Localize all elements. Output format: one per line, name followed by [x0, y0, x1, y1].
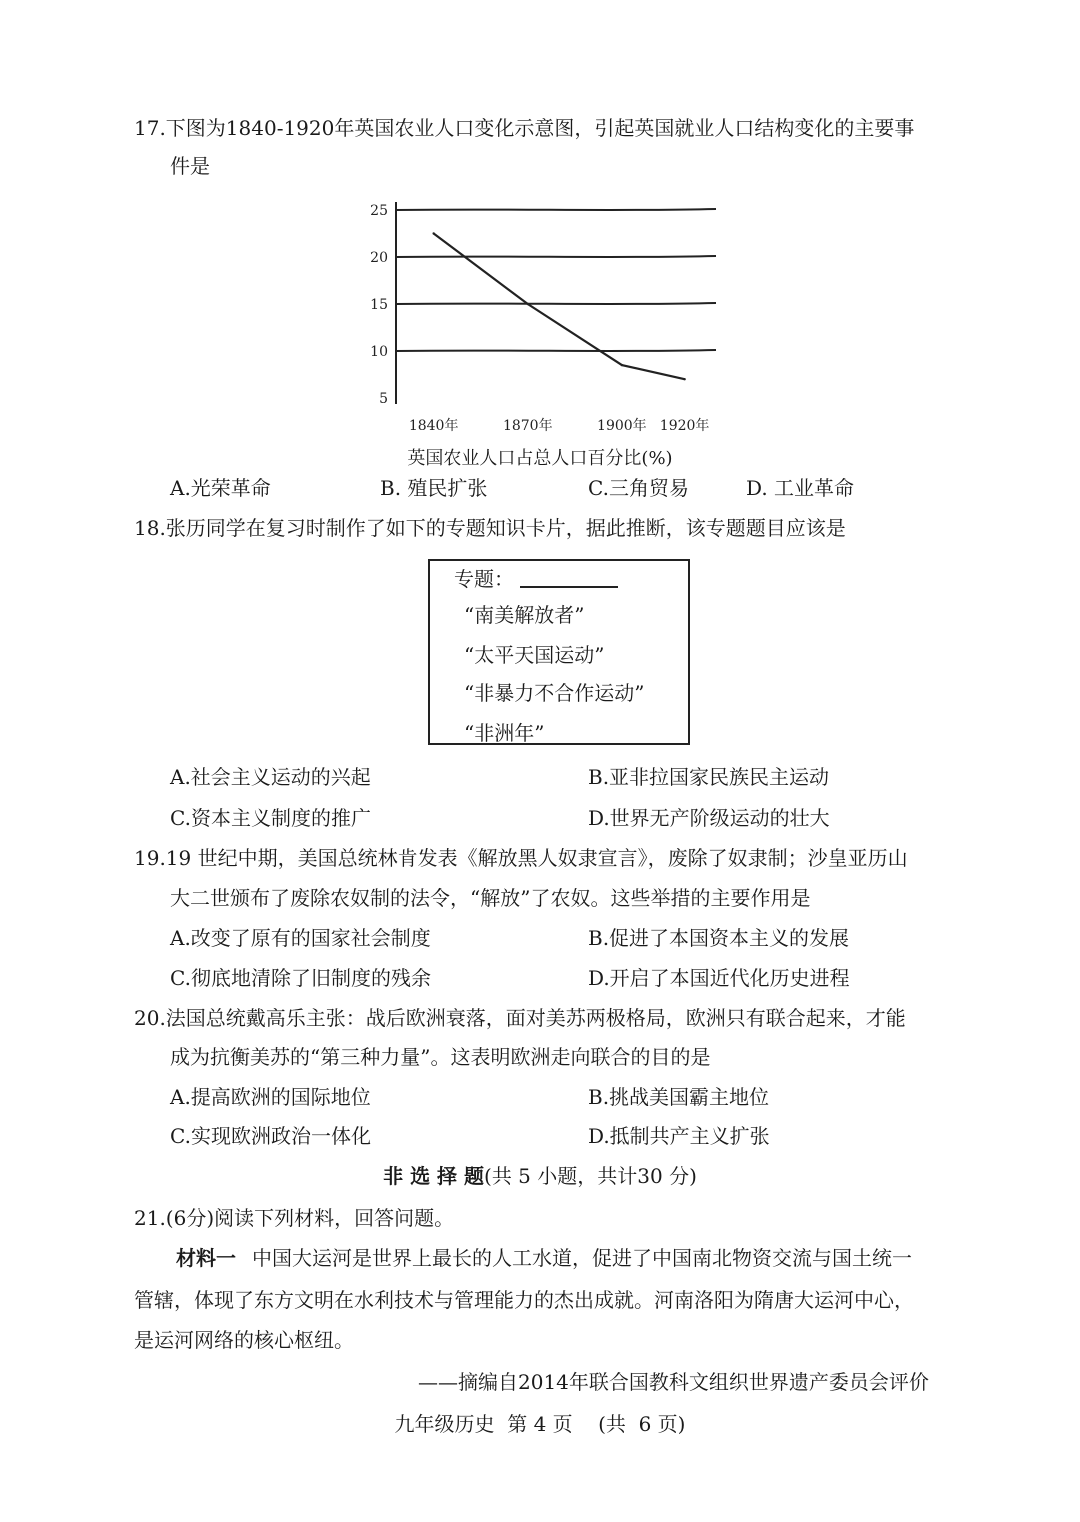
topic-card [428, 559, 690, 745]
y-tick-label: 15 [370, 297, 388, 313]
q18-option-d[interactable]: D.世界无产阶级运动的壮大 [588, 806, 830, 830]
material-line2: 管辖，体现了东方文明在水利技术与管理能力的杰出成就。河南洛阳为隋唐大运河中心， [134, 1288, 914, 1312]
q17-option-a[interactable]: A.光荣革命 [170, 476, 271, 500]
q20-stem-line2: 成为抗衡美苏的“第三种力量”。这表明欧洲走向联合的目的是 [170, 1045, 711, 1069]
card-item: “南美解放者” [464, 603, 585, 627]
q20-option-a[interactable]: A.提高欧洲的国际地位 [170, 1085, 371, 1109]
card-item: “太平天国运动” [464, 643, 605, 667]
page-footer: 九年级历史 第 4 页 (共 6 页) [394, 1412, 686, 1436]
gridline [396, 256, 716, 257]
material-line3: 是运河网络的核心枢纽。 [134, 1328, 354, 1352]
q19-option-c[interactable]: C.彻底地清除了旧制度的残余 [170, 966, 431, 990]
section-heading [0, 1164, 1080, 1188]
data-point [527, 303, 529, 305]
q19-stem-line1: 19.19 世纪中期，美国总统林肯发表《解放黑人奴隶宣言》，废除了奴隶制；沙皇亚历山 [134, 846, 908, 870]
topic-blank [520, 586, 618, 588]
data-point [432, 232, 434, 234]
topic-label: 专题： [454, 567, 514, 591]
q17-stem-line1: 17.下图为1840-1920年英国农业人口变化示意图，引起英国就业人口结构变化的主要事 [134, 116, 915, 140]
chart-grid [396, 202, 716, 404]
x-tick-label: 1870年 [502, 418, 553, 434]
material-source: ——摘编自2014年联合国教科文组织世界遗产委员会评价 [418, 1370, 929, 1394]
y-tick-label: 5 [379, 391, 388, 407]
section-note: (共 5 小题，共计30 分) [484, 1164, 697, 1188]
material-label: 材料一 [176, 1246, 236, 1270]
section-title: 非 选 择 题 [383, 1164, 485, 1188]
q19-stem-line2: 大二世颁布了废除农奴制的法令，“解放”了农奴。这些举措的主要作用是 [170, 886, 811, 910]
gridline [396, 209, 716, 210]
q20-option-b[interactable]: B.挑战美国霸主地位 [588, 1085, 770, 1109]
y-tick-label: 10 [370, 344, 388, 360]
x-tick-label: 1900年 [597, 418, 647, 434]
q21-stem: 21.(6分)阅读下列材料，回答问题。 [134, 1206, 455, 1230]
q19-option-d[interactable]: D.开启了本国近代化历史进程 [588, 966, 850, 990]
q20-option-d[interactable]: D.抵制共产主义扩张 [588, 1124, 770, 1148]
topic-label-row [454, 567, 618, 591]
q18-option-c[interactable]: C.资本主义制度的推广 [170, 806, 371, 830]
card-item: “非暴力不合作运动” [464, 681, 645, 705]
material-text: 中国大运河是世界上最长的人工水道，促进了中国南北物资交流与国土统一 [252, 1246, 912, 1270]
data-point [683, 378, 685, 380]
q19-option-a[interactable]: A.改变了原有的国家社会制度 [170, 926, 431, 950]
q18-option-b[interactable]: B.亚非拉国家民族民主运动 [588, 765, 830, 789]
y-tick-label: 20 [370, 250, 388, 266]
chart-title: 英国农业人口占总人口百分比(%) [407, 448, 673, 469]
y-tick-label: 25 [370, 203, 388, 219]
gridline [396, 350, 716, 351]
agri-population-chart [360, 188, 730, 438]
q18-option-a[interactable]: A.社会主义运动的兴起 [170, 765, 371, 789]
q20-stem-line1: 20.法国总统戴高乐主张：战后欧洲衰落，面对美苏两极格局，欧洲只有联合起来，才能 [134, 1006, 906, 1030]
q17-option-b[interactable]: B. 殖民扩张 [380, 476, 488, 500]
gridline [396, 303, 716, 304]
data-point [621, 364, 623, 366]
x-tick-label: 1840年 [408, 418, 459, 434]
card-item: “非洲年” [464, 721, 545, 745]
x-tick-label: 1920年 [659, 418, 710, 434]
q17-option-d[interactable]: D. 工业革命 [746, 476, 855, 500]
q18-stem: 18.张历同学在复习时制作了如下的专题知识卡片，据此推断，该专题题目应该是 [134, 516, 846, 540]
q17-option-c[interactable]: C.三角贸易 [588, 476, 689, 500]
q20-option-c[interactable]: C.实现欧洲政治一体化 [170, 1124, 371, 1148]
chart-x-ticks [409, 417, 710, 434]
chart-series [432, 232, 685, 380]
series-line [434, 234, 685, 380]
material-line1 [176, 1246, 912, 1270]
q17-stem-line2: 件是 [170, 154, 210, 178]
chart-y-ticks [370, 203, 388, 407]
q19-option-b[interactable]: B.促进了本国资本主义的发展 [588, 926, 850, 950]
